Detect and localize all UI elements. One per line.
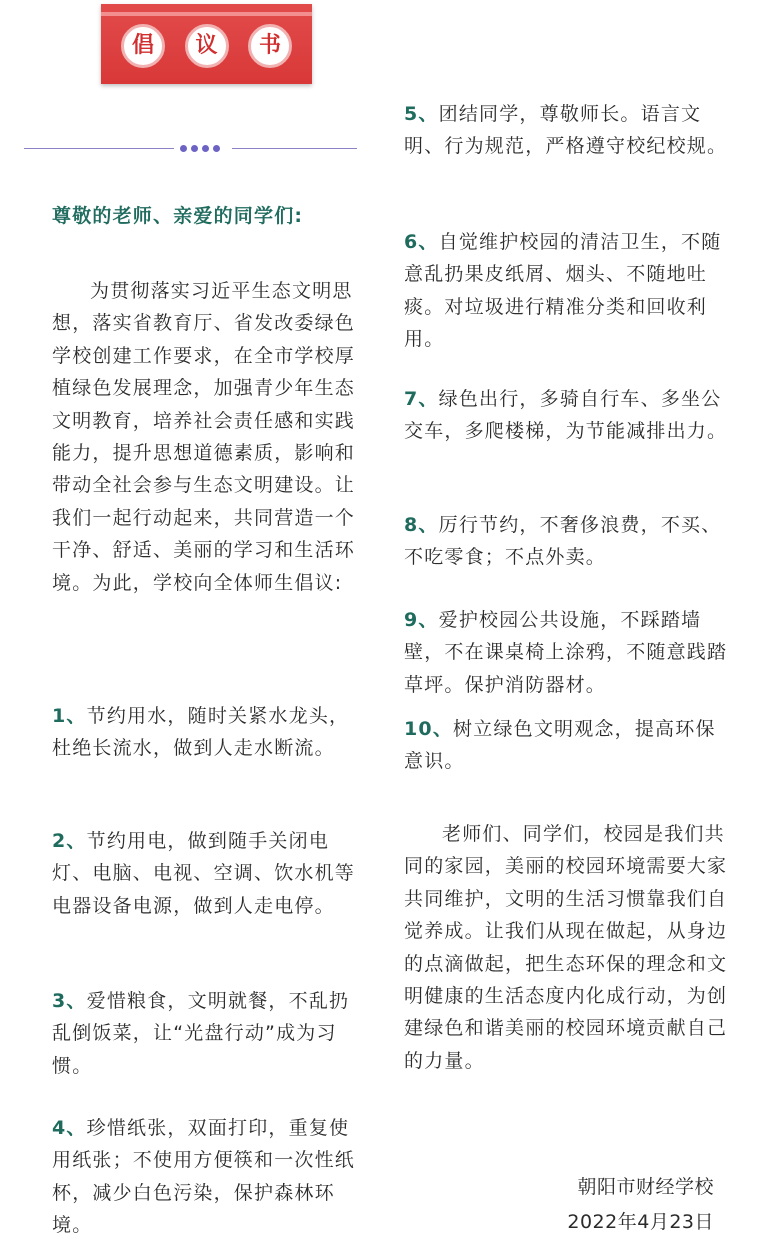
intro-paragraph: 为贯彻落实习近平生态文明思想，落实省教育厅、省发改委绿色学校创建工作要求，在全市学校厚植绿色发展理念，加强青少年生态文明教育，培养社会责任感和实践能力，提升思想道德素质，影响和带动全社会参与生态文明建设。让我们一起行动起来，共同营造一个干净、舒适、美丽的学习和生活环境。为此，学校向全体师生倡议: [52,280,356,594]
item-text: 节约用电，做到随手关闭电灯、电脑、电视、空调、饮水机等电器设备电源，做到人走电停。 [52,830,356,917]
signature-date: 2022年4月23日 [567,1211,714,1233]
proposal-item: 2、节约用电，做到随手关闭电灯、电脑、电视、空调、饮水机等电器设备电源，做到人走电停。 [52,830,356,917]
item-number: 9 [404,609,419,631]
item-text: 厉行节约，不奢侈浪费，不买、不吃零食；不点外卖。 [404,514,722,569]
closing-paragraph: 老师们、同学们，校园是我们共同的家园，美丽的校园环境需要大家共同维护，文明的生活习惯靠我们自觉养成。让我们从现在做起，从身边的点滴做起，把生态环保的理念和文明健康的生活态度内化成行动，为创建绿色和谐美丽的校园环境贡献自己的力量。 [404,823,728,1072]
divider-dot [202,145,209,152]
proposal-item: 3、爱惜粮食，文明就餐，不乱扔乱倒饭菜，让“光盘行动”成为习惯。 [52,990,350,1077]
proposal-item: 4、珍惜纸张，双面打印，重复使用纸张；不使用方便筷和一次性纸杯，减少白色污染，保护森林环境。 [52,1117,356,1237]
item-number: 2 [52,830,67,852]
proposal-item: 1、节约用水，随时关紧水龙头，杜绝长流水，做到人走水断流。 [52,705,350,760]
title-char: 倡 [121,24,165,68]
item-number: 6 [404,231,419,253]
item-number: 7 [404,388,419,410]
proposal-item: 9、爱护校园公共设施，不踩踏墙壁，不在课桌椅上涂鸦，不随意践踏草坪。保护消防器材。 [404,609,728,696]
proposal-item: 8、厉行节约，不奢侈浪费，不买、不吃零食；不点外卖。 [404,514,722,569]
item-number: 4 [52,1117,67,1139]
divider-right [232,148,357,149]
divider-dot [213,145,220,152]
item-number: 10 [404,718,433,740]
proposal-item: 6、自觉维护校园的清洁卫生，不随意乱扔果皮纸屑、烟头、不随地吐痰。对垃圾进行精准分类和回收利用。 [404,231,722,351]
proposal-item: 7、绿色出行，多骑自行车、多坐公交车，多爬楼梯，为节能减排出力。 [404,388,728,443]
proposal-item: 5、团结同学，尊敬师长。语言文明、行为规范，严格遵守校纪校规。 [404,103,728,158]
title-char: 议 [185,24,229,68]
divider-left [24,148,174,149]
item-text: 爱惜粮食，文明就餐，不乱扔乱倒饭菜，让“光盘行动”成为习惯。 [52,990,350,1077]
item-text: 珍惜纸张，双面打印，重复使用纸张；不使用方便筷和一次性纸杯，减少白色污染，保护森林环境。 [52,1117,356,1237]
item-text: 节约用水，随时关紧水龙头，杜绝长流水，做到人走水断流。 [52,705,350,760]
title-banner [101,4,312,84]
greeting: 尊敬的老师、亲爱的同学们: [52,205,304,227]
item-text: 自觉维护校园的清洁卫生，不随意乱扔果皮纸屑、烟头、不随地吐痰。对垃圾进行精准分类和回收利用。 [404,231,722,351]
proposal-item: 10、树立绿色文明观念，提高环保意识。 [404,718,716,773]
item-number: 1 [52,705,67,727]
divider-dot [180,145,187,152]
item-number: 5 [404,103,419,125]
item-text: 爱护校园公共设施，不踩踏墙壁，不在课桌椅上涂鸦，不随意践踏草坪。保护消防器材。 [404,609,728,696]
signature-org: 朝阳市财经学校 [577,1176,714,1198]
divider-dot [191,145,198,152]
item-number: 3 [52,990,67,1012]
item-text: 绿色出行，多骑自行车、多坐公交车，多爬楼梯，为节能减排出力。 [404,388,728,443]
item-text: 树立绿色文明观念，提高环保意识。 [404,718,716,773]
title-char: 书 [248,24,292,68]
item-number: 8 [404,514,419,536]
item-text: 团结同学，尊敬师长。语言文明、行为规范，严格遵守校纪校规。 [404,103,728,158]
